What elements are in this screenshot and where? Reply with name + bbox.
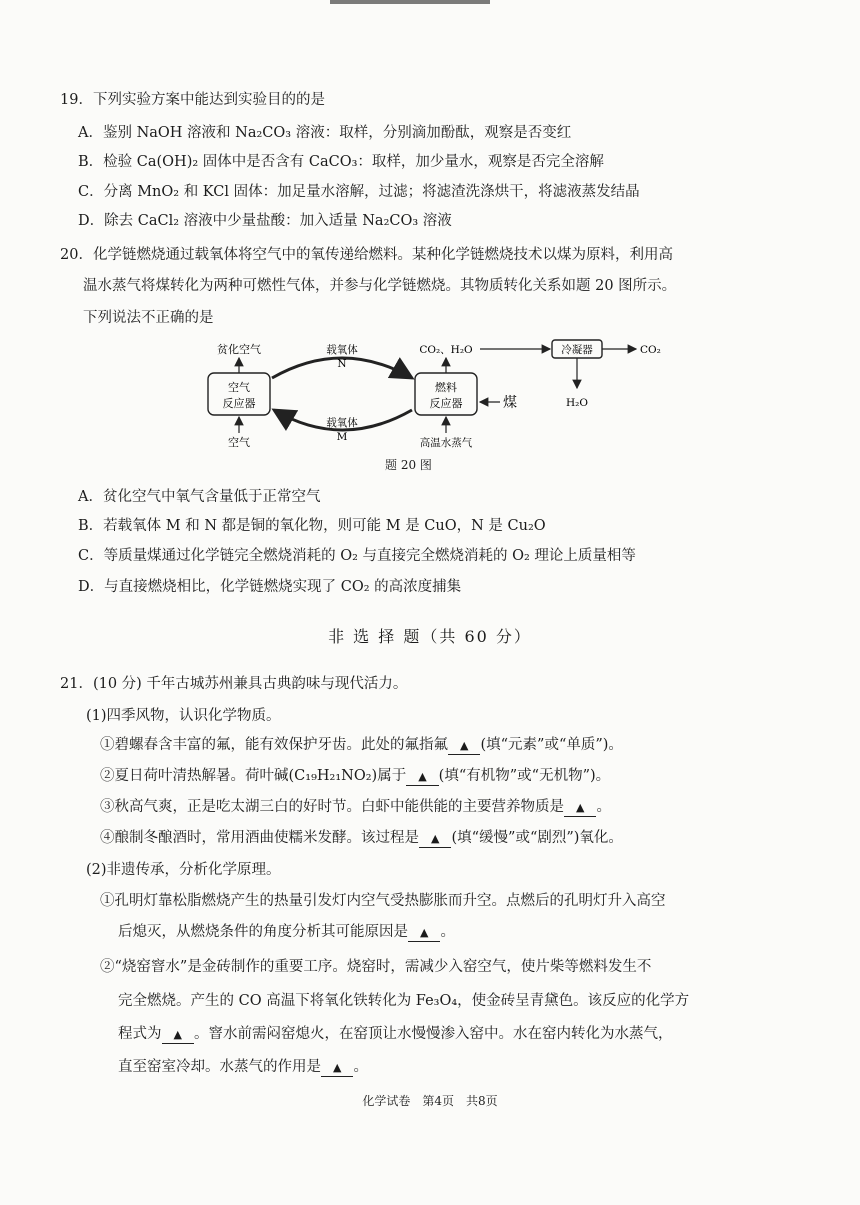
co2-out-label: CO₂	[640, 344, 661, 356]
answer-blank[interactable]: ▲	[448, 738, 480, 755]
air-in-label: 空气	[228, 436, 250, 449]
q21-2-item-1-line-2: 后熄灭，从燃烧条件的角度分析其可能原因是 ▲ 。	[118, 924, 455, 940]
carrier-m-label-2: M	[336, 431, 348, 443]
q20-option-a: A．贫化空气中氧气含量低于正常空气	[78, 489, 321, 505]
coal-label: 煤	[503, 395, 517, 411]
answer-blank[interactable]: ▲	[564, 800, 596, 817]
answer-blank[interactable]: ▲	[162, 1027, 194, 1044]
top-edge-mark	[330, 0, 490, 4]
section-title: 非 选 择 题（共 60 分）	[328, 627, 532, 646]
q19-option-b: B．检验 Ca(OH)₂ 固体中是否含有 CaCO₃：取样，加少量水，观察是否完全溶解	[78, 154, 604, 170]
air-reactor-label-1: 空气	[228, 381, 250, 394]
carrier-m-label-1: 载氧体	[326, 417, 358, 429]
q20-option-c: C．等质量煤通过化学链完全燃烧消耗的 O₂ 与直接完全燃烧消耗的 O₂ 理论上质量相等	[78, 548, 636, 564]
q21-1-item-1: ①碧螺春含丰富的氟，能有效保护牙齿。此处的氟指氟 ▲ (填“元素”或“单质”)。	[100, 737, 623, 753]
q21-part-1: (1)四季风物，认识化学物质。	[86, 708, 281, 724]
carrier-n-label-1: 载氧体	[326, 344, 358, 356]
q20-stem-line-1: 20．化学链燃烧通过载氧体将空气中的氧传递给燃料。某种化学链燃烧技术以煤为原料，利用高	[60, 247, 673, 263]
depleted-air-label: 贫化空气	[217, 343, 261, 356]
fuel-reactor-label-2: 反应器	[429, 397, 463, 410]
q20-stem-line-2: 温水蒸气将煤转化为两种可燃性气体，并参与化学链燃烧。其物质转化关系如题 20 图所示。	[83, 278, 677, 294]
q19-option-d: D．除去 CaCl₂ 溶液中少量盐酸：加入适量 Na₂CO₃ 溶液	[78, 213, 452, 229]
q20-diagram	[190, 338, 690, 458]
q21-2-item-2-line-4: 直至窑室冷却。水蒸气的作用是 ▲ 。	[118, 1059, 368, 1075]
q19-stem: 19．下列实验方案中能达到实验目的的是	[60, 92, 325, 108]
fuel-reactor-label-1: 燃料	[435, 381, 457, 394]
page-footer: 化学试卷 第4页 共8页	[362, 1094, 498, 1108]
q21-stem: 21．(10 分) 千年古城苏州兼具古典韵味与现代活力。	[60, 676, 408, 692]
q21-2-item-2-line-3: 程式为 ▲ 。窨水前需闷窑熄火，在窑顶让水慢慢渗入窑中。水在窑内转化为水蒸气，	[118, 1026, 673, 1042]
q19-option-c: C．分离 MnO₂ 和 KCl 固体：加足量水溶解，过滤；将滤渣洗涤烘干，将滤液蒸发结晶	[78, 184, 640, 200]
q21-1-item-4: ④酿制冬酿酒时，常用酒曲使糯米发酵。该过程是 ▲ (填“缓慢”或“剧烈”)氧化。	[100, 830, 623, 846]
q20-option-d: D．与直接燃烧相比，化学链燃烧实现了 CO₂ 的高浓度捕集	[78, 579, 462, 595]
h2o-out-label: H₂O	[566, 397, 588, 409]
answer-blank[interactable]: ▲	[406, 769, 438, 786]
answer-blank[interactable]: ▲	[408, 925, 440, 942]
steam-in-label: 高温水蒸气	[419, 437, 473, 449]
q21-2-item-2-line-2: 完全燃烧。产生的 CO 高温下将氧化铁转化为 Fe₃O₄，使金砖呈青黛色。该反应的化学方	[118, 993, 690, 1009]
answer-blank[interactable]: ▲	[321, 1060, 353, 1077]
co2-h2o-label: CO₂、H₂O	[419, 344, 473, 356]
q21-2-item-1-line-1: ①孔明灯靠松脂燃烧产生的热量引发灯内空气受热膨胀而升空。点燃后的孔明灯升入高空	[100, 893, 666, 909]
q19-option-a: A．鉴别 NaOH 溶液和 Na₂CO₃ 溶液：取样，分别滴加酚酞，观察是否变红	[78, 125, 572, 141]
condenser-label: 冷凝器	[561, 344, 593, 356]
q20-stem-line-3: 下列说法不正确的是	[83, 310, 214, 326]
answer-blank[interactable]: ▲	[419, 831, 451, 848]
figure-20-caption: 题 20 图	[385, 458, 432, 472]
carrier-n-label-2: N	[337, 358, 347, 370]
q21-2-item-2-line-1: ②“烧窑窨水”是金砖制作的重要工序。烧窑时，需减少入窑空气，使片柴等燃料发生不	[100, 959, 652, 975]
q20-option-b: B．若载氧体 M 和 N 都是铜的氧化物，则可能 M 是 CuO，N 是 Cu₂O	[78, 518, 546, 534]
q21-1-item-2: ②夏日荷叶清热解暑。荷叶碱(C₁₉H₂₁NO₂)属于 ▲ (填“有机物”或“无机物”)。	[100, 768, 611, 784]
air-reactor-label-2: 反应器	[222, 397, 256, 410]
q21-part-2: (2)非遗传承，分析化学原理。	[86, 862, 281, 878]
q21-1-item-3: ③秋高气爽，正是吃太湖三白的好时节。白虾中能供能的主要营养物质是 ▲ 。	[100, 799, 611, 815]
